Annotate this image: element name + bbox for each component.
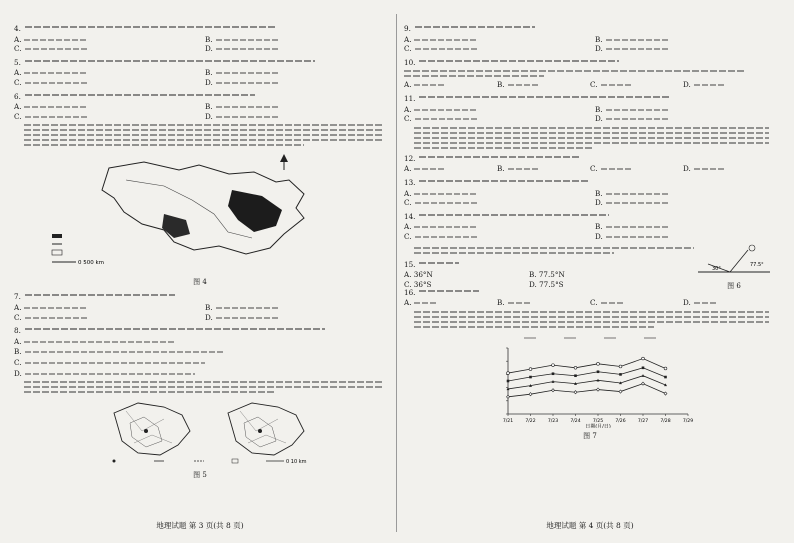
chart-series	[507, 357, 668, 398]
right-column	[404, 22, 776, 520]
q12-option-a[interactable]	[404, 164, 497, 174]
q6-option-d-label: D.	[205, 111, 213, 121]
reading-passage-q7-8	[24, 124, 386, 146]
question-8	[14, 324, 386, 378]
q6-option-b-text	[216, 106, 278, 108]
q5-option-a-label: A.	[14, 68, 22, 78]
passage3-line-1	[414, 127, 769, 129]
q8-number: 8.	[14, 326, 21, 336]
x-tick-label: 7/26	[615, 418, 626, 424]
passage2-line-3	[24, 391, 274, 393]
q6-option-d-text	[216, 116, 278, 118]
q13-option-b-label: B.	[595, 188, 603, 198]
q10-option-b-text	[508, 84, 538, 86]
q9-option-d[interactable]	[595, 44, 776, 54]
q8-stem-line	[25, 328, 325, 330]
passage4-line-1	[414, 247, 694, 249]
data-point	[597, 388, 600, 391]
q16-number: 16.	[404, 287, 416, 297]
q12-option-c-label: C.	[590, 164, 598, 174]
q16-option-c-text	[601, 302, 623, 304]
q16-option-d-text	[694, 302, 716, 304]
sun-icon	[749, 245, 755, 251]
q14-number: 14.	[404, 211, 416, 221]
x-axis-label: 日期(月/日)	[585, 423, 611, 428]
q11-option-d[interactable]	[595, 114, 776, 124]
north-arrow	[280, 154, 288, 170]
angle-label-2: 30°	[712, 265, 721, 272]
q4-option-d-label: D.	[205, 44, 213, 54]
data-point	[574, 374, 577, 377]
q7-option-c[interactable]	[14, 313, 195, 323]
q5-option-c-label: C.	[14, 77, 22, 87]
q12-option-d[interactable]	[683, 164, 776, 174]
q10-statements-1	[404, 70, 744, 72]
q5-number: 5.	[14, 57, 21, 67]
q8-option-d[interactable]	[14, 369, 386, 379]
data-point	[507, 379, 510, 382]
q13-option-b[interactable]	[595, 189, 776, 199]
q14-stem-line	[419, 214, 609, 216]
q13-option-a[interactable]	[404, 189, 585, 199]
q5-option-a-text	[24, 72, 86, 74]
q10-option-c-text	[601, 84, 631, 86]
q9-option-d-label: D.	[595, 44, 603, 54]
reading-passage-q12-14	[414, 127, 776, 149]
map-right-outline	[228, 403, 304, 455]
question-4	[14, 22, 386, 54]
figure-5-maps	[14, 397, 386, 467]
reading-passage-q17-19	[414, 311, 776, 328]
q13-option-a-label: A.	[404, 188, 412, 198]
data-point	[552, 363, 555, 366]
passage5-line-3	[414, 321, 769, 323]
data-point	[619, 390, 622, 393]
figure-4-scale-label: 0 500 km	[78, 260, 105, 267]
q11-option-c-text	[415, 118, 477, 120]
figure-6-diagram	[694, 244, 774, 278]
q10-option-b-label: B.	[497, 80, 505, 90]
q11-option-c[interactable]	[404, 114, 585, 124]
q13-option-d[interactable]	[595, 198, 776, 208]
passage5-line-4	[414, 326, 654, 328]
q7-option-b-label: B.	[205, 302, 213, 312]
q5-option-c-text	[25, 82, 87, 84]
q7-option-a-label: A.	[14, 302, 22, 312]
q14-option-b-label: B.	[595, 222, 603, 232]
q8-option-a-label: A.	[14, 336, 22, 346]
q5-option-b[interactable]	[205, 68, 386, 78]
q7-option-d-label: D.	[205, 312, 213, 322]
q16-option-c-label: C.	[590, 298, 598, 308]
reading-passage-q9-11	[24, 381, 386, 393]
q10-option-a-label: A.	[404, 80, 412, 90]
q14-option-d[interactable]	[595, 232, 776, 242]
q12-option-c[interactable]	[590, 164, 683, 174]
figure-7-caption: 图 7	[583, 431, 597, 440]
data-point	[552, 388, 555, 391]
q6-stem-line	[25, 94, 255, 96]
q4-option-a[interactable]	[14, 35, 195, 45]
column-divider	[396, 14, 397, 532]
q6-option-c-label: C.	[14, 111, 22, 121]
figure-7	[404, 332, 776, 441]
q15-number: 15.	[404, 259, 416, 269]
data-point	[574, 366, 577, 369]
q10-option-a-text	[414, 84, 444, 86]
q8-option-d-text	[25, 373, 195, 375]
data-point	[619, 373, 622, 376]
farmland-area-2	[162, 214, 190, 238]
data-point	[642, 374, 645, 377]
q12-option-b-text	[508, 168, 538, 170]
x-tick-label: 7/23	[547, 418, 559, 424]
x-tick-label: 7/22	[525, 418, 536, 424]
question-5	[14, 56, 386, 88]
q14-option-d-label: D.	[595, 231, 603, 241]
q10-statements-2	[404, 75, 544, 77]
figure-5	[14, 397, 386, 480]
q9-option-a[interactable]	[404, 35, 585, 45]
q9-option-a-label: A.	[404, 34, 412, 44]
q15-option-c[interactable]: C. 36°S	[404, 279, 432, 289]
q8-option-c-label: C.	[14, 357, 22, 367]
q6-option-d[interactable]	[205, 112, 386, 122]
q9-option-a-text	[414, 39, 476, 41]
data-point	[507, 395, 510, 398]
q4-option-d-text	[216, 48, 278, 50]
q10-number: 10.	[404, 57, 416, 67]
data-point	[529, 375, 532, 378]
q5-option-b-label: B.	[205, 68, 213, 78]
q7-number: 7.	[14, 292, 21, 302]
q9-number: 9.	[404, 24, 411, 33]
q6-option-a-text	[24, 106, 86, 108]
passage3-line-5	[414, 147, 594, 149]
q8-option-d-label: D.	[14, 368, 22, 378]
q6-number: 6.	[14, 91, 21, 101]
q13-option-d-label: D.	[595, 198, 603, 208]
q8-option-b-label: B.	[14, 347, 22, 357]
q11-option-b-text	[606, 109, 668, 111]
q11-option-a-label: A.	[404, 104, 412, 114]
q11-option-a-text	[414, 109, 476, 111]
passage4-line-2	[414, 252, 614, 254]
q4-option-d[interactable]	[205, 44, 386, 54]
q10-option-c[interactable]	[590, 80, 683, 90]
q6-option-b[interactable]	[205, 102, 386, 112]
passage5-line-2	[414, 316, 769, 318]
q12-option-b-label: B.	[497, 164, 505, 174]
figure-4-legend	[52, 234, 62, 255]
q9-option-b-label: B.	[595, 34, 603, 44]
q14-option-c[interactable]	[404, 232, 585, 242]
q14-option-c-label: C.	[404, 231, 412, 241]
q13-option-b-text	[606, 193, 668, 195]
q11-option-c-label: C.	[404, 114, 412, 124]
q9-stem-line	[415, 26, 535, 28]
q13-option-c[interactable]	[404, 198, 585, 208]
figure-6-caption: 图 6	[727, 281, 741, 290]
q4-option-a-label: A.	[14, 34, 22, 44]
question-10	[404, 56, 776, 90]
q15-block	[404, 244, 776, 290]
data-point	[507, 371, 510, 374]
q11-number: 11.	[404, 93, 416, 103]
map-right-roads	[240, 411, 286, 443]
question-7	[14, 290, 386, 322]
q4-option-b-label: B.	[205, 34, 213, 44]
q14-option-b[interactable]	[595, 222, 776, 232]
q15-option-d[interactable]: D. 77.5°S	[529, 279, 564, 289]
q12-option-b[interactable]	[497, 164, 590, 174]
q10-stem-line	[419, 60, 619, 62]
q16-option-b[interactable]	[497, 298, 590, 308]
q6-option-c[interactable]	[14, 112, 195, 122]
q16-option-b-text	[508, 302, 530, 304]
q9-option-b[interactable]	[595, 35, 776, 45]
q4-option-a-text	[24, 39, 86, 41]
q8-option-c-text	[25, 362, 205, 364]
data-point	[597, 370, 600, 373]
q10-option-b[interactable]	[497, 80, 590, 90]
q6-option-c-text	[25, 116, 87, 118]
q14-option-a[interactable]	[404, 222, 585, 232]
angle-label: 77.5°	[750, 261, 764, 268]
q7-option-b-text	[216, 307, 278, 309]
q9-option-c-text	[415, 48, 477, 50]
x-tick-label: 7/28	[660, 418, 671, 424]
q7-option-a[interactable]	[14, 303, 195, 313]
q5-option-d-label: D.	[205, 77, 213, 87]
passage3-line-3	[414, 137, 769, 139]
data-point	[642, 366, 645, 369]
figure-7-chart	[404, 332, 776, 428]
q9-option-c[interactable]	[404, 44, 585, 54]
figure-5-scale-label: 0 10 km	[286, 459, 307, 466]
q12-option-a-text	[414, 168, 444, 170]
q16-option-d[interactable]	[683, 298, 776, 308]
x-tick-label: 7/25	[592, 418, 604, 424]
q12-option-d-label: D.	[683, 164, 691, 174]
q13-number: 13.	[404, 177, 416, 187]
figure-5-legend	[113, 459, 285, 463]
q16-stem-line	[419, 290, 479, 292]
question-14	[404, 210, 776, 242]
figure-6	[694, 244, 774, 291]
page-footer-right: 地理试题 第 4 页(共 8 页)	[546, 521, 634, 530]
passage-line-5	[24, 144, 304, 146]
q12-stem-line	[419, 156, 579, 158]
q12-number: 12.	[404, 153, 416, 163]
data-point	[642, 357, 645, 360]
x-tick-label: 7/29	[682, 418, 694, 424]
q4-option-b-text	[216, 39, 278, 41]
q12-option-c-text	[601, 168, 631, 170]
q10-option-c-label: C.	[590, 80, 598, 90]
passage4	[414, 244, 704, 257]
q13-option-a-text	[414, 193, 476, 195]
q9-option-b-text	[606, 39, 668, 41]
q14-option-a-text	[414, 226, 476, 228]
question-12	[404, 152, 776, 174]
q8-option-b-text	[25, 351, 225, 353]
q7-option-c-text	[25, 317, 87, 319]
q8-option-c[interactable]	[14, 358, 386, 368]
x-tick-label: 7/27	[637, 418, 649, 424]
map-left-center-marker	[144, 429, 148, 433]
q15-stem-line	[419, 262, 459, 264]
question-11	[404, 92, 776, 124]
q7-option-a-text	[24, 307, 86, 309]
q11-option-b-label: B.	[595, 104, 603, 114]
q6-option-a-label: A.	[14, 102, 22, 112]
q8-option-b[interactable]	[14, 347, 386, 357]
q14-option-a-label: A.	[404, 222, 412, 232]
data-point	[574, 390, 577, 393]
data-point	[597, 362, 600, 365]
q12-option-d-text	[694, 168, 724, 170]
passage-line-1	[24, 124, 384, 126]
q15-option-b[interactable]: B. 77.5°N	[529, 270, 565, 280]
q5-option-a[interactable]	[14, 68, 195, 78]
q13-option-d-text	[606, 202, 668, 204]
left-column	[14, 22, 386, 520]
data-point	[664, 392, 667, 395]
page-footer-left: 地理试题 第 3 页(共 8 页)	[156, 521, 244, 530]
q11-option-d-label: D.	[595, 114, 603, 124]
q4-option-c-text	[25, 48, 87, 50]
passage2-line-2	[24, 386, 384, 388]
q10-option-d-label: D.	[683, 80, 691, 90]
q13-option-c-label: C.	[404, 198, 412, 208]
data-point	[642, 382, 645, 385]
data-point	[529, 392, 532, 395]
q7-option-c-label: C.	[14, 312, 22, 322]
data-point	[529, 367, 532, 370]
passage-line-2	[24, 129, 384, 131]
q5-option-d-text	[216, 82, 278, 84]
q5-stem-line	[25, 60, 315, 62]
passage5-line-1	[414, 311, 769, 313]
passage2-line-1	[24, 381, 384, 383]
map-right-center-marker	[258, 429, 262, 433]
q16-option-a[interactable]	[404, 298, 497, 308]
q5-option-d[interactable]	[205, 78, 386, 88]
q16-option-c[interactable]	[590, 298, 683, 308]
passage3-line-4	[414, 142, 769, 144]
q10-option-d[interactable]	[683, 80, 776, 90]
question-13	[404, 176, 776, 208]
q16-option-b-label: B.	[497, 298, 505, 308]
q15-option-a[interactable]: A. 36°N	[404, 270, 433, 280]
figure-4-map	[14, 150, 386, 274]
series-line-1	[508, 358, 666, 373]
q14-option-c-text	[415, 236, 477, 238]
q10-option-d-text	[694, 84, 724, 86]
passage-line-4	[24, 139, 384, 141]
q4-option-b[interactable]	[205, 35, 386, 45]
q4-option-c-label: C.	[14, 44, 22, 54]
q6-option-b-label: B.	[205, 102, 213, 112]
question-6	[14, 90, 386, 122]
q12-option-a-label: A.	[404, 164, 412, 174]
q5-option-b-text	[216, 72, 278, 74]
q5-option-c[interactable]	[14, 78, 195, 88]
data-point	[619, 365, 622, 368]
q11-option-d-text	[606, 118, 668, 120]
q14-option-d-text	[606, 236, 668, 238]
q8-option-a[interactable]	[14, 337, 386, 347]
q9-option-d-text	[606, 48, 668, 50]
q6-option-a[interactable]	[14, 102, 195, 112]
data-point	[552, 372, 555, 375]
q13-option-c-text	[415, 202, 477, 204]
q16-option-a-text	[414, 302, 436, 304]
q11-option-b[interactable]	[595, 105, 776, 115]
farmland-area	[228, 190, 282, 232]
figure-5-caption: 图 5	[193, 471, 207, 480]
data-point	[664, 375, 667, 378]
x-tick-label: 7/24	[570, 418, 581, 424]
q10-option-a[interactable]	[404, 80, 497, 90]
q7-option-d[interactable]	[205, 313, 386, 323]
sun-ray	[730, 250, 748, 272]
q11-option-a[interactable]	[404, 105, 585, 115]
q7-option-b[interactable]	[205, 303, 386, 313]
q4-number: 4.	[14, 24, 21, 33]
q7-option-d-text	[216, 317, 278, 319]
data-point	[664, 367, 667, 370]
q7-stem-line	[25, 294, 175, 296]
map-left-outline	[114, 403, 190, 455]
passage-line-3	[24, 134, 384, 136]
q4-option-c[interactable]	[14, 44, 195, 54]
q9-option-c-label: C.	[404, 44, 412, 54]
figure-4	[14, 150, 386, 287]
q14-option-b-text	[606, 226, 668, 228]
map-left-roads	[126, 411, 172, 443]
q13-stem-line	[419, 180, 589, 182]
q11-stem-line	[419, 96, 669, 98]
q8-option-a-text	[24, 341, 174, 343]
q4-stem-line	[25, 26, 275, 28]
question-9	[404, 22, 776, 54]
passage3-line-2	[414, 132, 769, 134]
question-15	[404, 258, 694, 290]
figure-4-caption: 图 4	[193, 278, 207, 287]
q16-option-d-label: D.	[683, 298, 691, 308]
q16-option-a-label: A.	[404, 298, 412, 308]
x-tick-label: 7/21	[502, 418, 514, 424]
